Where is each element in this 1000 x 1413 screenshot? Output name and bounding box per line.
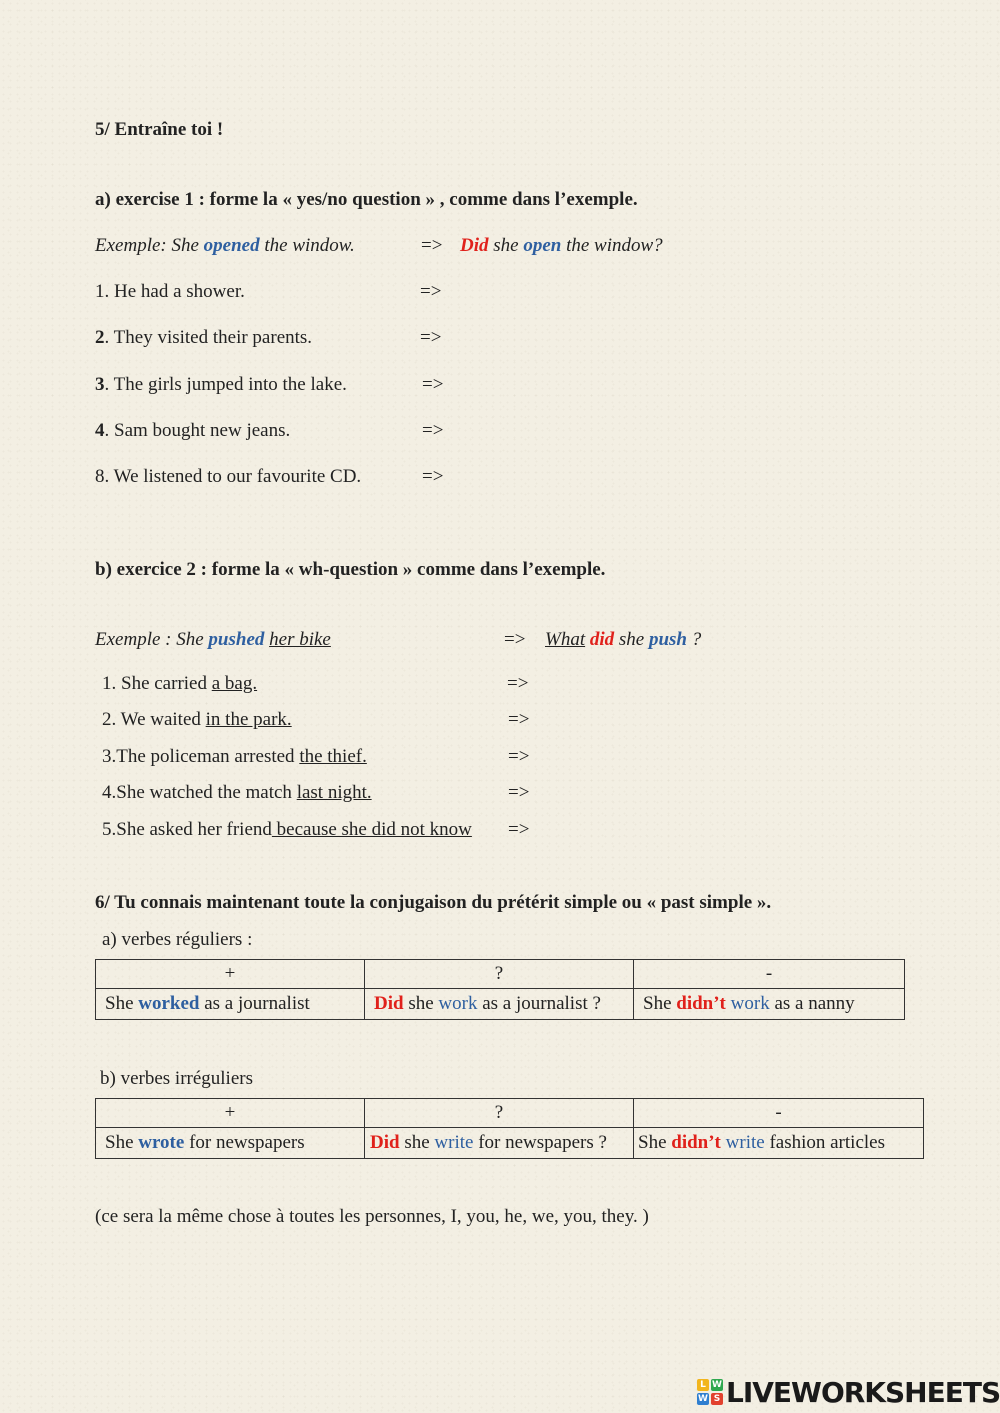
answer-verb: open xyxy=(523,235,562,256)
example-label: Exemple: She xyxy=(95,235,204,256)
header-question: ? xyxy=(365,1099,634,1128)
item-text: . We listened to our favourite CD. xyxy=(104,466,362,487)
exercise-1-example xyxy=(95,235,355,257)
answer-did: Did xyxy=(460,235,489,256)
verb-work: work xyxy=(438,993,478,1014)
answer-she: she xyxy=(488,235,524,256)
item-underlined: the thief. xyxy=(299,746,367,767)
affirmative-cell: She wrote for newspapers xyxy=(96,1128,365,1159)
ex2-arrow-2: => xyxy=(508,709,530,730)
item-text: 5.She asked her friend xyxy=(102,819,272,840)
logo-letter-w2: W xyxy=(698,1394,708,1404)
negative-cell: She didn’t work as a nanny xyxy=(634,989,905,1020)
item-underlined: a bag. xyxy=(211,673,258,694)
item-text: . He had a shower. xyxy=(104,281,245,302)
item-number: 4 xyxy=(95,420,105,441)
item-text: 1. She carried xyxy=(102,673,212,694)
ex2-arrow-5: => xyxy=(508,819,530,840)
example-verb: opened xyxy=(203,235,260,256)
item-underlined: in the park. xyxy=(205,709,292,730)
section-5-title: 5/ Entraîne toi ! xyxy=(95,119,224,140)
ex2-arrow-1: => xyxy=(507,673,529,694)
ex2-item-4 xyxy=(102,782,372,804)
answer-did: did xyxy=(589,629,615,650)
header-question: ? xyxy=(365,960,634,989)
verb-write: write xyxy=(725,1132,765,1153)
exercise-1-example-answer xyxy=(460,235,663,257)
persons-note: (ce sera la même chose à toutes les personnes, I, you, he, we, you, they. ) xyxy=(95,1206,649,1227)
logo-text: LIVEWORKSHEETS xyxy=(726,1375,1000,1409)
header-plus: + xyxy=(96,960,365,989)
exercise-2-example-answer xyxy=(545,629,701,651)
logo-letter-w: W xyxy=(712,1380,722,1390)
header-minus: - xyxy=(634,1099,924,1128)
did-word: Did xyxy=(374,993,404,1014)
example-verb: pushed xyxy=(208,629,265,650)
answer-rest: the window? xyxy=(561,235,663,256)
verb-worked: worked xyxy=(138,993,200,1014)
ex1-arrow-3: => xyxy=(422,374,444,395)
item-number: 2 xyxy=(95,327,105,348)
ex1-item-4 xyxy=(95,420,290,442)
ex1-item-5 xyxy=(95,466,361,488)
ex2-item-5 xyxy=(102,819,472,841)
example-arrow: => xyxy=(421,235,443,256)
ex1-arrow-2: => xyxy=(420,327,442,348)
affirmative-cell: She worked as a journalist xyxy=(96,989,365,1020)
ex2-arrow-3: => xyxy=(508,746,530,767)
ex1-item-2 xyxy=(95,327,312,349)
liveworksheets-logo[interactable] xyxy=(697,1376,1000,1408)
regular-verbs-table xyxy=(95,959,905,1020)
header-plus: + xyxy=(96,1099,365,1128)
irregular-verbs-table xyxy=(95,1098,924,1159)
ex1-arrow-1: => xyxy=(420,281,442,302)
negative-cell: She didn’t write fashion articles xyxy=(634,1128,924,1159)
answer-verb: push xyxy=(648,629,687,650)
logo-letter-l: L xyxy=(697,1379,709,1391)
question-cell: Did she write for newspapers ? xyxy=(365,1128,634,1159)
didnt-word: didn’t xyxy=(671,1132,721,1153)
item-text: . Sam bought new jeans. xyxy=(104,420,291,441)
item-text: 3.The policeman arrested xyxy=(102,746,300,767)
answer-what: What xyxy=(545,629,586,650)
ex1-arrow-4: => xyxy=(422,420,444,441)
item-number: 1 xyxy=(95,281,105,302)
didnt-word: didn’t xyxy=(676,993,726,1014)
exercise-2-heading: b) exercice 2 : forme la « wh-question » comme dans l’exemple. xyxy=(95,559,606,580)
ex1-item-1 xyxy=(95,281,245,303)
header-minus: - xyxy=(634,960,905,989)
logo-letter-s: S xyxy=(711,1393,723,1405)
item-text: . The girls jumped into the lake. xyxy=(104,374,347,395)
ex2-arrow-4: => xyxy=(508,782,530,803)
ex2-item-3 xyxy=(102,746,367,768)
logo-icon xyxy=(697,1379,723,1405)
answer-q: ? xyxy=(687,629,702,650)
verb-work: work xyxy=(730,993,770,1014)
item-underlined: because she did not know xyxy=(271,819,472,840)
verb-wrote: wrote xyxy=(138,1132,185,1153)
exercise-2-example xyxy=(95,629,331,651)
question-cell: Did she work as a journalist ? xyxy=(365,989,634,1020)
item-number: 8 xyxy=(95,466,105,487)
example-label: Exemple : She xyxy=(95,629,209,650)
ex1-item-3 xyxy=(95,374,347,396)
item-text: . They visited their parents. xyxy=(104,327,313,348)
exercise-1-heading: a) exercise 1 : forme la « yes/no question » , comme dans l’exemple. xyxy=(95,189,638,210)
did-word: Did xyxy=(370,1132,400,1153)
irregular-verbs-label: b) verbes irréguliers xyxy=(100,1068,253,1089)
answer-she: she xyxy=(614,629,649,650)
ex2-item-1 xyxy=(102,673,257,695)
verb-write: write xyxy=(434,1132,474,1153)
section-6-title: 6/ Tu connais maintenant toute la conjugaison du prétérit simple ou « past simple ». xyxy=(95,892,772,913)
item-text: 2. We waited xyxy=(102,709,206,730)
ex2-example-arrow: => xyxy=(504,629,526,650)
ex2-item-2 xyxy=(102,709,292,731)
item-number: 3 xyxy=(95,374,105,395)
example-object: her bike xyxy=(269,629,331,650)
item-text: 4.She watched the match xyxy=(102,782,297,803)
example-rest: the window. xyxy=(259,235,355,256)
item-underlined: last night. xyxy=(296,782,372,803)
regular-verbs-label: a) verbes réguliers : xyxy=(102,929,253,950)
ex1-arrow-5: => xyxy=(422,466,444,487)
